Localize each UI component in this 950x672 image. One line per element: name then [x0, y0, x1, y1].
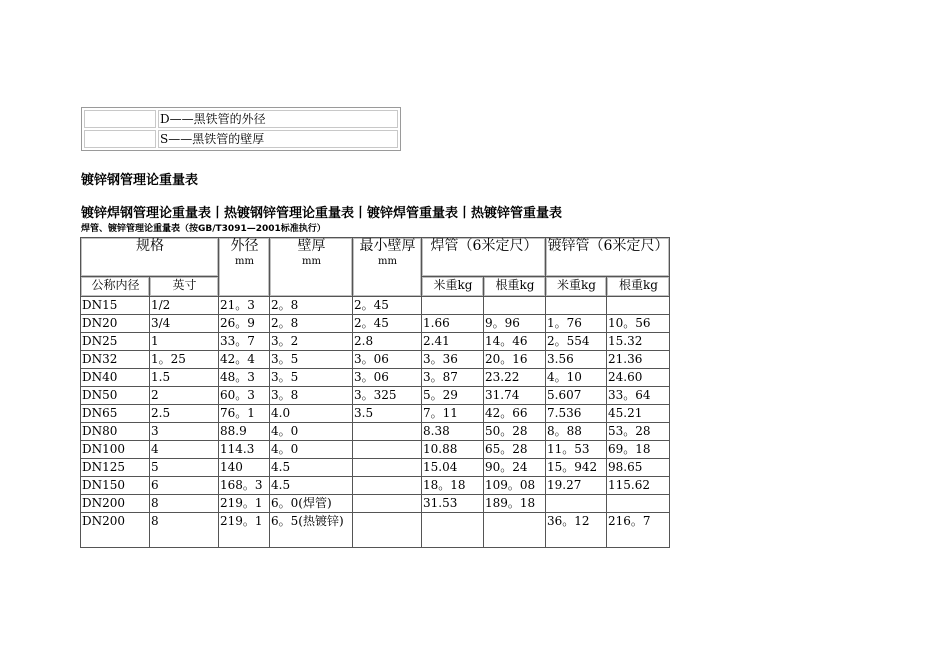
welded-meter-weight-cell: 3。87	[422, 369, 484, 387]
header-cell	[219, 238, 270, 297]
wall-cell: 6。5(热镀锌)	[270, 513, 353, 548]
od-cell: 76。1	[219, 405, 270, 423]
inch-cell: 1/2	[150, 297, 219, 315]
legend-blank-cell	[84, 130, 156, 148]
galv-meter-weight-cell: 15。942	[546, 459, 607, 477]
weight-table	[80, 237, 670, 548]
wall-cell: 2。8	[270, 297, 353, 315]
legend-table	[81, 107, 401, 151]
header-cell	[353, 238, 422, 297]
header-row	[81, 238, 670, 277]
welded-meter-weight-cell: 8.38	[422, 423, 484, 441]
galv-meter-weight-cell: 1。76	[546, 315, 607, 333]
related-links-heading: 镀锌焊钢管理论重量表丨热镀钢锌管理论重量表丨镀锌焊管重量表丨热镀锌管重量表	[81, 206, 563, 221]
welded-meter-weight-cell: 15.04	[422, 459, 484, 477]
dn-cell: DN200	[81, 495, 150, 513]
legend-blank-cell	[84, 110, 156, 128]
od-unit: mm	[235, 256, 254, 267]
table-row	[81, 423, 670, 441]
wall-cell: 6。0(焊管)	[270, 495, 353, 513]
header-cell	[270, 238, 353, 297]
welded-meter-weight-cell: 18。18	[422, 477, 484, 495]
galv-meter-weight-cell: 3.56	[546, 351, 607, 369]
welded-header: 焊管（6米定尺）	[430, 238, 538, 254]
table-row	[81, 333, 670, 351]
welded-piece-weight-cell: 50。28	[484, 423, 546, 441]
dn-cell: DN32	[81, 351, 150, 369]
table-row	[81, 387, 670, 405]
galv-meter-weight-cell: 36。12	[546, 513, 607, 548]
galv-meter-weight-header: 米重kg	[546, 277, 607, 297]
inch-cell: 1	[150, 333, 219, 351]
welded-piece-weight-cell: 65。28	[484, 441, 546, 459]
table-row	[81, 513, 670, 548]
galv-piece-weight-cell: 53。28	[607, 423, 670, 441]
galv-piece-weight-cell: 216。7	[607, 513, 670, 548]
inch-cell: 8	[150, 513, 219, 548]
od-cell: 219。1	[219, 495, 270, 513]
galv-piece-weight-cell: 115.62	[607, 477, 670, 495]
galv-meter-weight-cell	[546, 297, 607, 315]
min-wall-cell: 2。45	[353, 297, 422, 315]
od-cell: 33。7	[219, 333, 270, 351]
galv-piece-weight-cell: 21.36	[607, 351, 670, 369]
galv-piece-weight-cell: 33。64	[607, 387, 670, 405]
inch-cell: 5	[150, 459, 219, 477]
min-wall-cell	[353, 477, 422, 495]
legend-text: S——黑铁管的壁厚	[158, 130, 398, 148]
galv-piece-weight-cell: 69。18	[607, 441, 670, 459]
welded-piece-weight-cell: 42。66	[484, 405, 546, 423]
welded-piece-weight-cell	[484, 297, 546, 315]
inch-cell: 1。25	[150, 351, 219, 369]
welded-piece-weight-cell: 31.74	[484, 387, 546, 405]
dn-cell: DN80	[81, 423, 150, 441]
galv-meter-weight-cell: 2。554	[546, 333, 607, 351]
dn-cell: DN200	[81, 513, 150, 548]
inch-cell: 3/4	[150, 315, 219, 333]
page-title: 镀锌钢管理论重量表	[81, 173, 199, 188]
min-wall-cell	[353, 441, 422, 459]
legend-text: D——黑铁管的外径	[158, 110, 398, 128]
welded-piece-weight-cell: 20。16	[484, 351, 546, 369]
min-wall-cell: 3。06	[353, 369, 422, 387]
welded-piece-weight-cell: 9。96	[484, 315, 546, 333]
min-wall-cell: 3.5	[353, 405, 422, 423]
table-row	[81, 441, 670, 459]
dn-cell: DN50	[81, 387, 150, 405]
dn-cell: DN150	[81, 477, 150, 495]
table-row	[81, 315, 670, 333]
min-wall-unit: mm	[378, 256, 397, 267]
welded-piece-weight-cell: 14。46	[484, 333, 546, 351]
inch-cell: 6	[150, 477, 219, 495]
table-row	[81, 405, 670, 423]
welded-meter-weight-cell: 10.88	[422, 441, 484, 459]
galv-piece-weight-cell: 45.21	[607, 405, 670, 423]
welded-meter-weight-header: 米重kg	[422, 277, 484, 297]
wall-unit: mm	[302, 256, 321, 267]
header-cell	[546, 238, 670, 277]
welded-piece-weight-cell: 90。24	[484, 459, 546, 477]
od-cell: 88.9	[219, 423, 270, 441]
inch-cell: 3	[150, 423, 219, 441]
od-cell: 114.3	[219, 441, 270, 459]
legend-row	[84, 110, 398, 128]
table-row	[81, 297, 670, 315]
min-wall-header: 最小壁厚	[359, 238, 416, 254]
inch-cell: 4	[150, 441, 219, 459]
welded-piece-weight-cell	[484, 513, 546, 548]
od-cell: 60。3	[219, 387, 270, 405]
galv-meter-weight-cell: 5.607	[546, 387, 607, 405]
galv-meter-weight-cell: 4。10	[546, 369, 607, 387]
inch-cell: 8	[150, 495, 219, 513]
welded-piece-weight-cell: 23.22	[484, 369, 546, 387]
wall-cell: 4.0	[270, 405, 353, 423]
spec-header: 规格	[136, 238, 164, 254]
wall-cell: 4。0	[270, 441, 353, 459]
min-wall-cell: 3。325	[353, 387, 422, 405]
header-cell	[422, 238, 546, 277]
inch-cell: 1.5	[150, 369, 219, 387]
welded-piece-weight-header: 根重kg	[484, 277, 546, 297]
wall-cell: 4.5	[270, 477, 353, 495]
table-row	[81, 495, 670, 513]
welded-meter-weight-cell: 7。11	[422, 405, 484, 423]
min-wall-cell	[353, 423, 422, 441]
welded-meter-weight-cell: 3。36	[422, 351, 484, 369]
galv-piece-weight-cell	[607, 297, 670, 315]
inch-cell: 2	[150, 387, 219, 405]
galv-piece-weight-cell: 10。56	[607, 315, 670, 333]
welded-piece-weight-cell: 109。08	[484, 477, 546, 495]
table-body	[81, 297, 670, 548]
welded-meter-weight-cell: 31.53	[422, 495, 484, 513]
welded-meter-weight-cell: 1.66	[422, 315, 484, 333]
od-cell: 48。3	[219, 369, 270, 387]
wall-cell: 2。8	[270, 315, 353, 333]
inch-cell: 2.5	[150, 405, 219, 423]
table-row	[81, 351, 670, 369]
galv-piece-weight-cell	[607, 495, 670, 513]
dn-cell: DN15	[81, 297, 150, 315]
galv-header: 镀锌管（6米定尺）	[547, 238, 669, 254]
min-wall-cell: 2。45	[353, 315, 422, 333]
galv-meter-weight-cell	[546, 495, 607, 513]
dn-cell: DN20	[81, 315, 150, 333]
dn-cell: DN65	[81, 405, 150, 423]
dn-header: 公称内径	[81, 277, 150, 297]
dn-cell: DN25	[81, 333, 150, 351]
od-cell: 168。3	[219, 477, 270, 495]
dn-cell: DN100	[81, 441, 150, 459]
galv-piece-weight-cell: 98.65	[607, 459, 670, 477]
min-wall-cell: 3。06	[353, 351, 422, 369]
wall-cell: 3。5	[270, 351, 353, 369]
wall-cell: 3。2	[270, 333, 353, 351]
legend-row	[84, 130, 398, 148]
welded-meter-weight-cell: 2.41	[422, 333, 484, 351]
table-row	[81, 459, 670, 477]
od-cell: 42。4	[219, 351, 270, 369]
galv-piece-weight-cell: 15.32	[607, 333, 670, 351]
od-cell: 140	[219, 459, 270, 477]
od-cell: 219。1	[219, 513, 270, 548]
wall-cell: 4。0	[270, 423, 353, 441]
min-wall-cell	[353, 513, 422, 548]
galv-meter-weight-cell: 19.27	[546, 477, 607, 495]
od-header: 外径	[230, 238, 259, 254]
galv-piece-weight-cell: 24.60	[607, 369, 670, 387]
wall-cell: 3。5	[270, 369, 353, 387]
galv-meter-weight-cell: 11。53	[546, 441, 607, 459]
inch-header: 英寸	[150, 277, 219, 297]
table-row	[81, 477, 670, 495]
min-wall-cell: 2.8	[353, 333, 422, 351]
galv-meter-weight-cell: 8。88	[546, 423, 607, 441]
min-wall-cell	[353, 495, 422, 513]
welded-meter-weight-cell	[422, 297, 484, 315]
od-cell: 26。9	[219, 315, 270, 333]
min-wall-cell	[353, 459, 422, 477]
welded-meter-weight-cell	[422, 513, 484, 548]
table-row	[81, 369, 670, 387]
welded-meter-weight-cell: 5。29	[422, 387, 484, 405]
galv-piece-weight-header: 根重kg	[607, 277, 670, 297]
od-cell: 21。3	[219, 297, 270, 315]
welded-piece-weight-cell: 189。18	[484, 495, 546, 513]
table-caption: 焊管、镀锌管理论重量表（按GB/T3091—2001标准执行）	[81, 224, 326, 234]
dn-cell: DN40	[81, 369, 150, 387]
wall-cell: 4.5	[270, 459, 353, 477]
dn-cell: DN125	[81, 459, 150, 477]
header-cell	[81, 238, 219, 277]
wall-header: 壁厚	[297, 238, 326, 254]
galv-meter-weight-cell: 7.536	[546, 405, 607, 423]
wall-cell: 3。8	[270, 387, 353, 405]
